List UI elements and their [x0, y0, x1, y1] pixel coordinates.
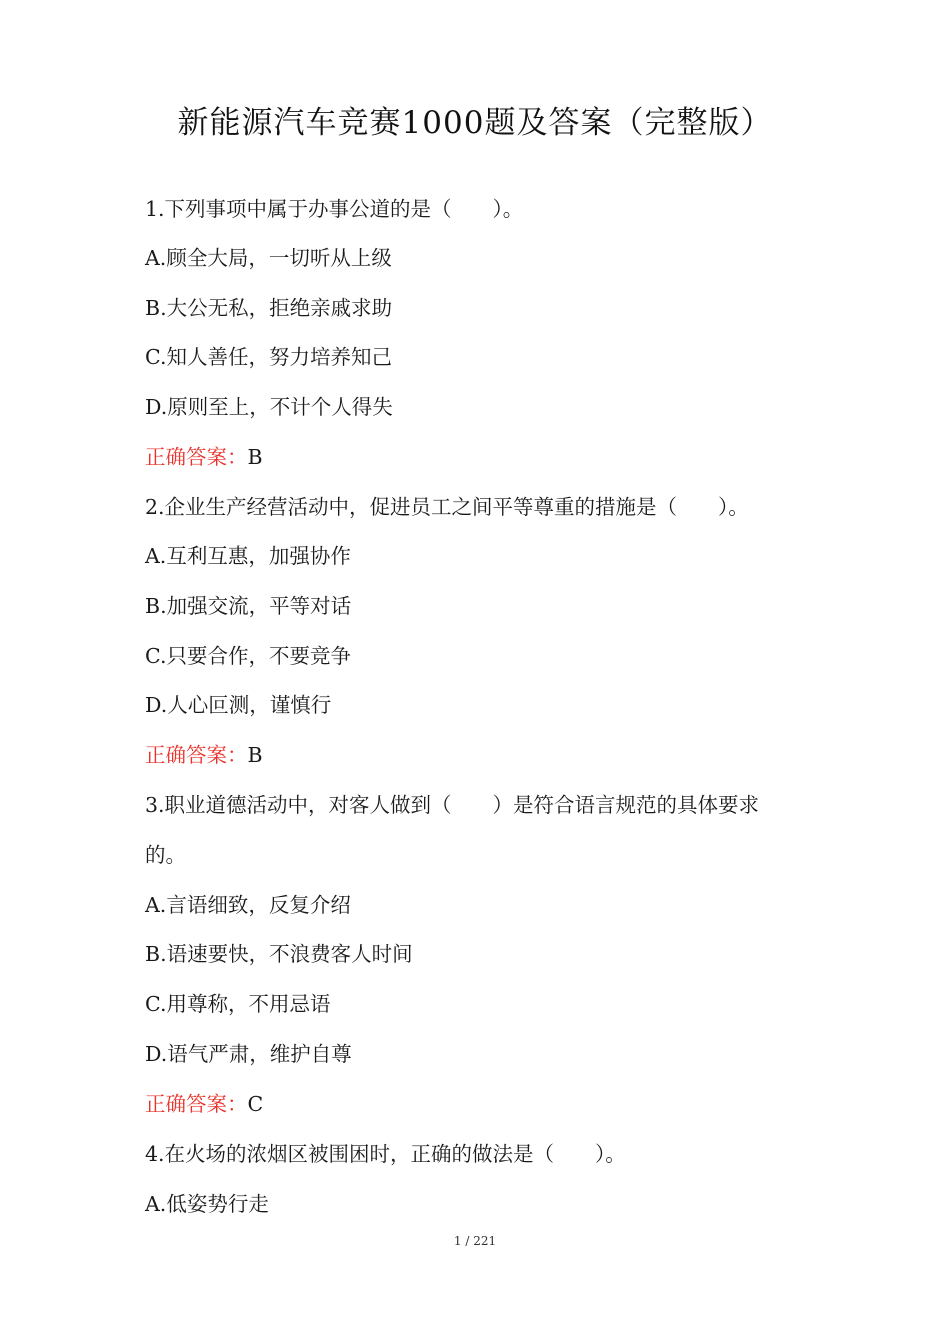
answer-value: C: [247, 1092, 264, 1116]
question-1-option-d: D.原则至上，不计个人得失: [145, 395, 393, 419]
question-3-option-a: A.言语细致，反复介绍: [145, 893, 351, 917]
answer-label: 正确答案：: [145, 743, 248, 767]
answer-label: 正确答案：: [145, 1092, 248, 1116]
question-1-option-c: C.知人善任，努力培养知己: [145, 345, 392, 369]
question-2-option-d: D.人心叵测，谨慎行: [145, 693, 332, 717]
question-2-option-b: B.加强交流，平等对话: [145, 594, 352, 618]
question-3-stem-line-2: 的。: [145, 843, 186, 867]
question-1-option-a: A.顾全大局，一切听从上级: [145, 246, 392, 270]
question-1-answer: [145, 442, 825, 472]
question-2-option-a: A.互利互惠，加强协作: [145, 544, 351, 568]
question-3-answer: [145, 1089, 825, 1119]
question-3-option-b: B.语速要快，不浪费客人时间: [145, 942, 413, 966]
answer-label: 正确答案：: [145, 445, 248, 469]
question-3-option-d: D.语气严肃，维护自尊: [145, 1042, 352, 1066]
question-4-stem: 4.在火场的浓烟区被围困时，正确的做法是（ ）。: [145, 1142, 626, 1166]
answer-value: B: [247, 445, 263, 469]
question-2-answer: [145, 740, 825, 770]
answer-value: B: [247, 743, 263, 767]
question-1-option-b: B.大公无私，拒绝亲戚求助: [145, 296, 393, 320]
question-2-stem: 2.企业生产经营活动中，促进员工之间平等尊重的措施是（ ）。: [145, 495, 749, 519]
question-2-option-c: C.只要合作，不要竞争: [145, 644, 351, 668]
question-3-option-c: C.用尊称，不用忌语: [145, 992, 331, 1016]
page-title: 新能源汽车竞赛1000题及答案（完整版）: [177, 105, 773, 141]
page-indicator: 1 / 221: [453, 1234, 497, 1248]
question-3-stem-line-1: 3.职业道德活动中，对客人做到（ ）是符合语言规范的具体要求: [145, 793, 760, 817]
question-4-option-a: A.低姿势行走: [145, 1192, 269, 1216]
question-1-stem: 1.下列事项中属于办事公道的是（ ）。: [145, 197, 524, 221]
